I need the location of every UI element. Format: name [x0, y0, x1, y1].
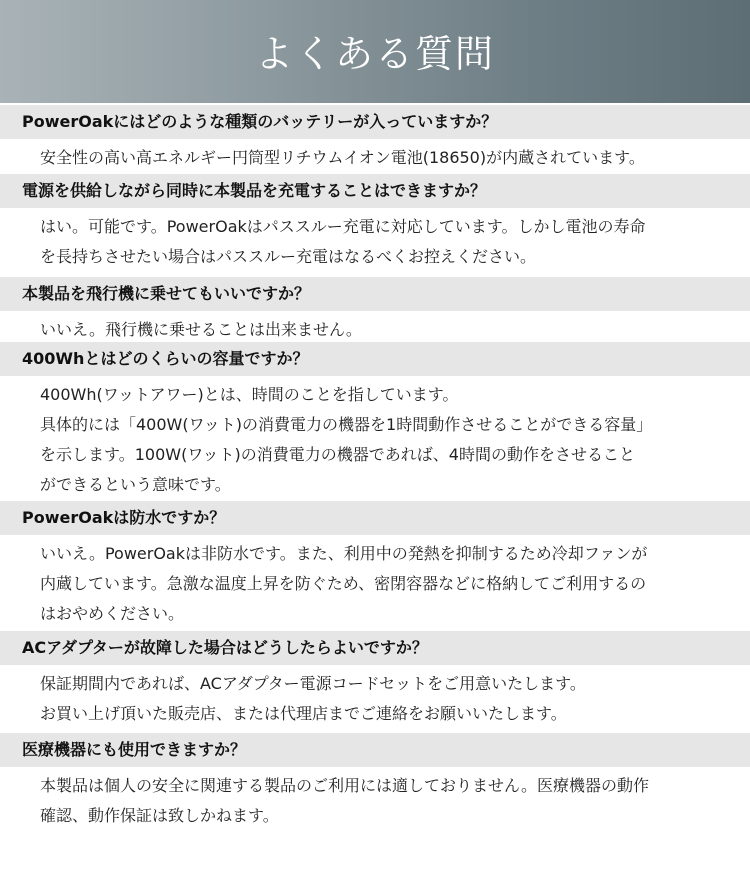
faq-item-1	[0, 105, 750, 173]
faq-answer-line: 400Wh(ワットアワー)とは、時間のことを指しています。	[40, 385, 459, 404]
faq-answer	[0, 535, 750, 629]
faq-question: 電源を供給しながら同時に本製品を充電することはできますか？	[0, 174, 750, 208]
faq-answer	[0, 767, 750, 831]
faq-answer	[0, 665, 750, 729]
faq-answer-line: 本製品は個人の安全に関連する製品のご利用には適しておりません。医療機器の動作	[40, 776, 649, 795]
faq-item-6	[0, 631, 750, 729]
header-banner	[0, 0, 750, 103]
faq-answer-line: いいえ。飛行機に乗せることは出来ません。	[40, 320, 362, 339]
faq-answer-line: はい。可能です。PowerOakはパススルー充電に対応しています。しかし電池の寿命	[40, 217, 646, 236]
faq-answer	[0, 311, 750, 345]
faq-question: 400Whとはどのくらいの容量ですか？	[0, 342, 750, 376]
faq-question: PowerOakにはどのような種類のバッテリーが入っていますか？	[0, 105, 750, 139]
faq-answer-line: お買い上げ頂いた販売店、または代理店までご連絡をお願いいたします。	[40, 704, 567, 723]
faq-answer-line: いいえ。PowerOakは非防水です。また、利用中の発熱を抑制するため冷却ファンが	[40, 544, 648, 563]
faq-answer	[0, 376, 750, 500]
faq-question: 本製品を飛行機に乗せてもいいですか？	[0, 277, 750, 311]
faq-question: 医療機器にも使用できますか？	[0, 733, 750, 767]
faq-item-4	[0, 342, 750, 500]
faq-question: PowerOakは防水ですか？	[0, 501, 750, 535]
faq-answer-line: 確認、動作保証は致しかねます。	[40, 806, 279, 825]
page-title: よくある質問	[254, 32, 495, 76]
faq-answer-line: ができるという意味です。	[40, 475, 231, 494]
faq-item-2	[0, 174, 750, 272]
faq-answer-line: を長持ちさせたい場合はパススルー充電はなるべくお控えください。	[40, 247, 537, 266]
faq-answer	[0, 139, 750, 173]
faq-answer-line: を示します。100W(ワット)の消費電力の機器であれば、4時間の動作をさせること	[40, 445, 635, 464]
faq-answer-line: 内蔵しています。急激な温度上昇を防ぐため、密閉容器などに格納してご利用するの	[40, 574, 647, 593]
faq-answer-line: 保証期間内であれば、ACアダプター電源コードセットをご用意いたします。	[40, 674, 586, 693]
faq-answer-line: 具体的には「400W(ワット)の消費電力の機器を1時間動作させることができる容量」	[40, 415, 653, 434]
faq-item-5	[0, 501, 750, 629]
faq-answer	[0, 208, 750, 272]
faq-answer-line: はおやめください。	[40, 604, 185, 623]
faq-answer-line: 安全性の高い高エネルギー円筒型リチウムイオン電池(18650)が内蔵されています。	[40, 148, 645, 167]
faq-question: ACアダプターが故障した場合はどうしたらよいですか？	[0, 631, 750, 665]
faq-item-3	[0, 277, 750, 345]
faq-item-7	[0, 733, 750, 831]
